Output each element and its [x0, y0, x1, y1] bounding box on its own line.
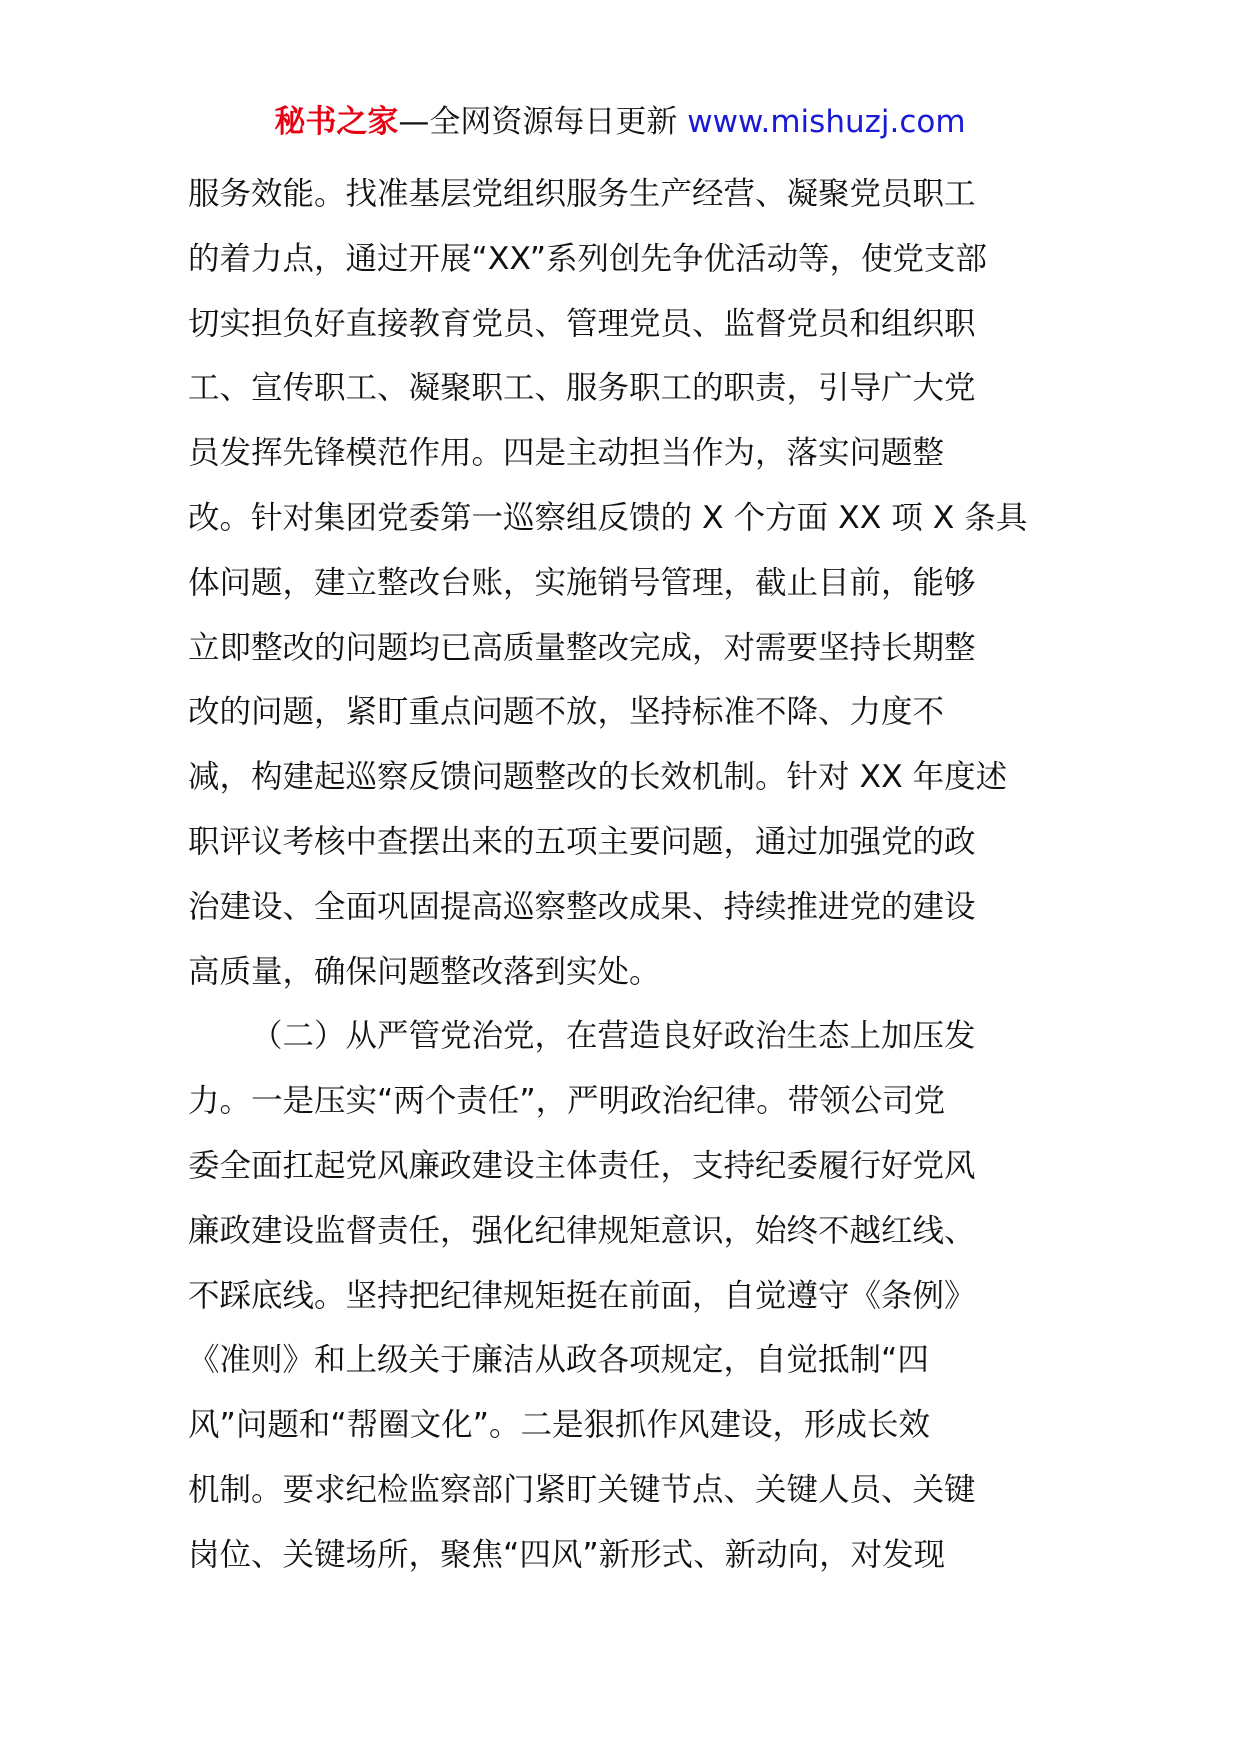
text-line: 委全面扛起党风廉政建设主体责任，支持纪委履行好党风: [188, 1147, 976, 1184]
text-line: 切实担负好直接教育党员、管理党员、监督党员和组织职: [188, 305, 976, 342]
text-line: 工、宣传职工、凝聚职工、服务职工的职责，引导广大党: [188, 370, 976, 407]
text-line: 立即整改的问题均已高质量整改完成，对需要坚持长期整: [188, 629, 976, 666]
text-line: 服务效能。找准基层党组织服务生产经营、凝聚党员职工: [188, 176, 976, 212]
site-url-link[interactable]: www.mishuzj.com: [687, 104, 966, 140]
text-line: 《准则》和上级关于廉洁从政各项规定，自觉抵制“四: [188, 1342, 929, 1379]
text-line: 力。一是压实“两个责任”，严明政治纪律。带领公司党: [188, 1083, 946, 1120]
text-line: 风”问题和“帮圈文化”。二是狠抓作风建设，形成长效: [188, 1407, 930, 1444]
text-line: 改的问题，紧盯重点问题不放，坚持标准不降、力度不: [188, 694, 945, 731]
section-heading-line: （二）从严管党治党，在营造良好政治生态上加压发: [251, 1018, 976, 1055]
text-line: 的着力点，通过开展“XX”系列创先争优活动等，使党支部: [188, 240, 988, 277]
text-line: 治建设、全面巩固提高巡察整改成果、持续推进党的建设: [188, 888, 976, 925]
text-line: 不踩底线。坚持把纪律规矩挺在前面，自觉遵守《条例》: [188, 1277, 976, 1314]
text-line: 机制。要求纪检监察部门紧盯关键节点、关键人员、关键: [188, 1471, 976, 1508]
text-line: 职评议考核中查摆出来的五项主要问题，通过加强党的政: [188, 823, 976, 860]
text-line: 员发挥先锋模范作用。四是主动担当作为，落实问题整: [188, 435, 945, 472]
text-line: 减，构建起巡察反馈问题整改的长效机制。针对 XX 年度述: [188, 759, 1008, 796]
text-line: 廉政建设监督责任，强化纪律规矩意识，始终不越红线、: [188, 1212, 976, 1249]
text-line: 改。针对集团党委第一巡察组反馈的 X 个方面 XX 项 X 条具: [188, 499, 1028, 536]
brand-name: 秘书之家: [274, 104, 399, 140]
text-line: 体问题，建立整改台账，实施销号管理，截止目前，能够: [188, 564, 976, 601]
header-tagline: —全网资源每日更新: [398, 104, 678, 140]
page-header: [0, 100, 1240, 144]
text-line: 岗位、关键场所，聚焦“四风”新形式、新动向，对发现: [188, 1536, 946, 1573]
text-line: 高质量，确保问题整改落到实处。: [188, 953, 661, 990]
document-body: [188, 162, 1058, 1588]
